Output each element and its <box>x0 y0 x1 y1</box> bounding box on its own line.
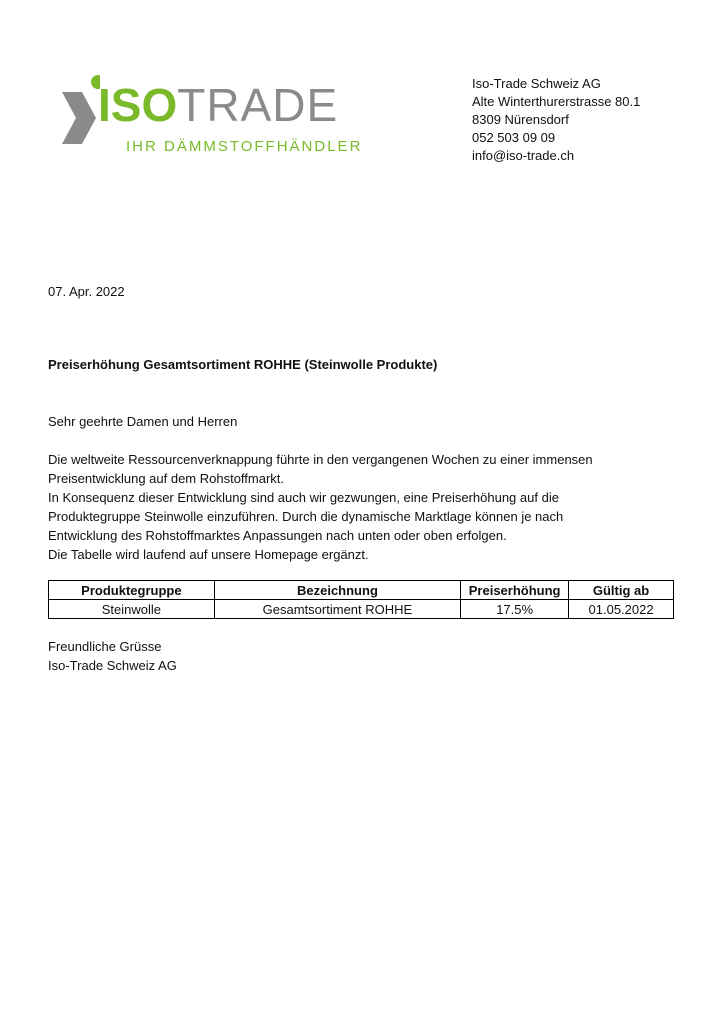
cell-gueltig-ab: 01.05.2022 <box>569 600 674 619</box>
body-line: In Konsequenz dieser Entwicklung sind auch wir gezwungen, eine Preiserhöhung auf die <box>48 490 559 505</box>
letter-subject: Preiserhöhung Gesamtsortiment ROHHE (Steinwolle Produkte) <box>48 357 438 372</box>
header-bezeichnung: Bezeichnung <box>214 581 460 600</box>
sender-company: Iso-Trade Schweiz AG <box>472 76 601 91</box>
sender-email: info@iso-trade.ch <box>472 148 575 163</box>
table-row <box>49 600 674 619</box>
logo-trade-text: TRADE <box>177 79 339 131</box>
logo-tagline: IHR DÄMMSTOFFHÄNDLER <box>126 138 363 155</box>
letter-salutation: Sehr geehrte Damen und Herren <box>48 414 238 429</box>
sender-phone: 052 503 09 09 <box>472 130 556 145</box>
header-gueltig-ab: Gültig ab <box>569 581 674 600</box>
price-table <box>48 580 674 619</box>
logo-wordmark <box>98 79 339 131</box>
body-line: Entwicklung des Rohstoffmarktes Anpassungen nach unten oder oben erfolgen. <box>48 528 507 543</box>
letter-body <box>48 450 688 564</box>
logo-chevron-icon <box>60 74 100 164</box>
body-line: Produktegruppe Steinwolle einzuführen. Durch die dynamische Marktlage können je nach <box>48 509 564 524</box>
header-produktegruppe: Produktegruppe <box>49 581 215 600</box>
letter-closing <box>48 637 177 675</box>
sender-city: 8309 Nürensdorf <box>472 112 569 127</box>
body-line: Die Tabelle wird laufend auf unsere Homepage ergänzt. <box>48 547 369 562</box>
letter-date: 07. Apr. 2022 <box>48 284 125 299</box>
body-line: Preisentwicklung auf dem Rohstoffmarkt. <box>48 471 285 486</box>
cell-preiserhoehung: 17.5% <box>461 600 569 619</box>
closing-greeting: Freundliche Grüsse <box>48 639 162 654</box>
company-logo <box>60 74 363 164</box>
logo-iso-text: ISO <box>98 79 178 131</box>
sender-address <box>472 75 640 165</box>
closing-signature: Iso-Trade Schweiz AG <box>48 658 177 673</box>
table-header-row <box>49 581 674 600</box>
header-preiserhoehung: Preiserhöhung <box>461 581 569 600</box>
sender-street: Alte Winterthurerstrasse 80.1 <box>472 94 641 109</box>
cell-bezeichnung: Gesamtsortiment ROHHE <box>214 600 460 619</box>
body-line: Die weltweite Ressourcenverknappung führte in den vergangenen Wochen zu einer immensen <box>48 452 593 467</box>
cell-produktegruppe: Steinwolle <box>49 600 215 619</box>
